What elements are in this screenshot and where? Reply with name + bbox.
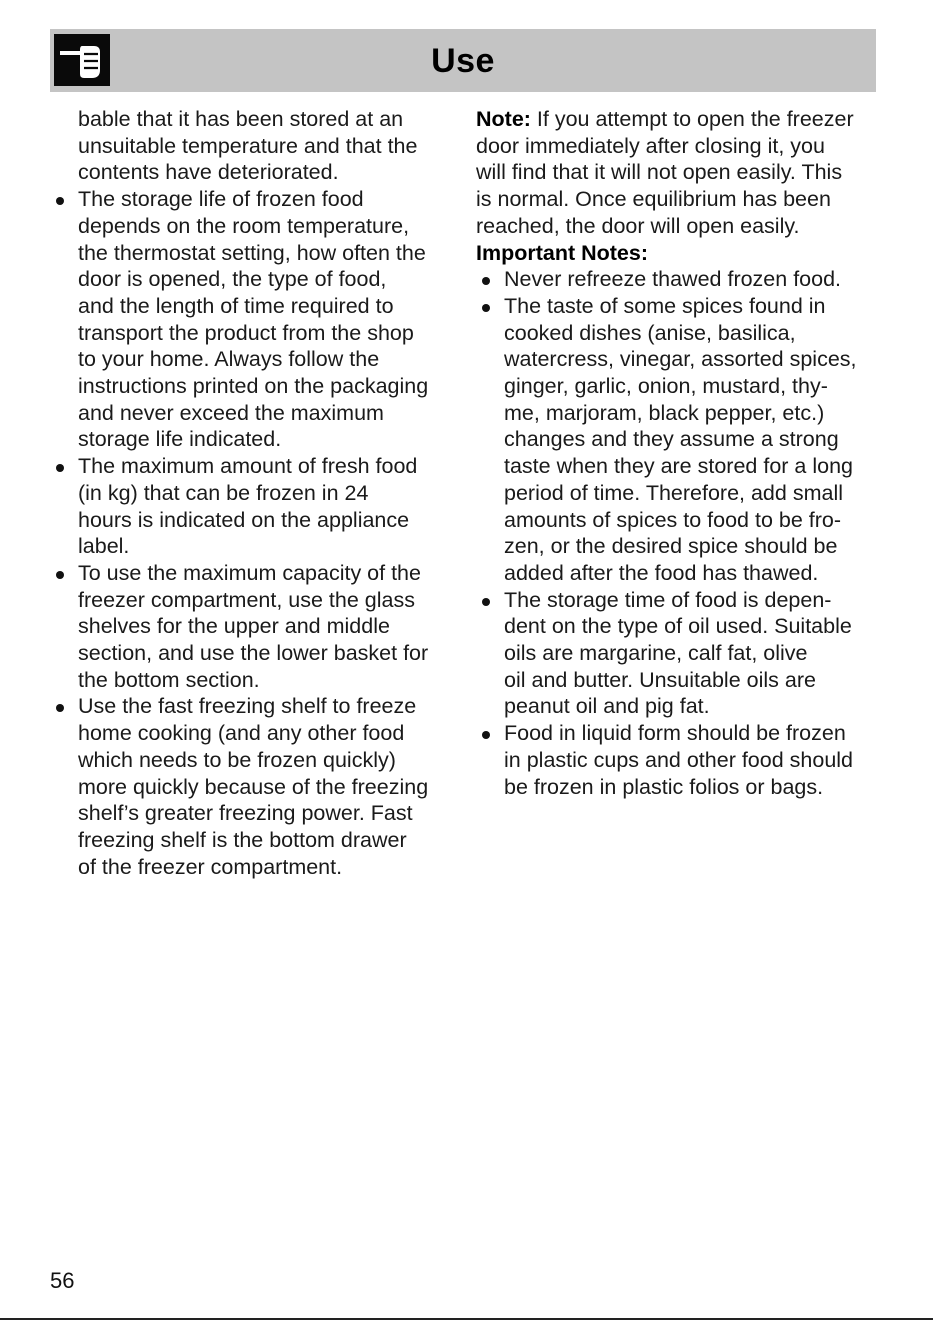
bullet-dot (56, 571, 64, 579)
section-header (50, 29, 876, 92)
bullet-line: The storage time of food is depen- (504, 587, 832, 612)
bullet-item (50, 186, 460, 453)
bullet-dot (56, 464, 64, 472)
bullet-line: period of time. Therefore, add small (504, 480, 843, 505)
bullet-line: the bottom section. (78, 667, 260, 692)
bullet-line: freezing shelf is the bottom drawer (78, 827, 407, 852)
bullet-line: taste when they are stored for a long (504, 454, 853, 479)
bullet-line: ginger, garlic, onion, mustard, thy- (504, 374, 828, 399)
bullet-item (476, 587, 886, 721)
bullet-line: door is opened, the type of food, (78, 267, 387, 292)
bullet-line: amounts of spices to food to be fro- (504, 507, 842, 532)
bullet-line: label. (78, 534, 130, 559)
bullet-item (50, 560, 460, 694)
bullet-line: more quickly because of the freezing (78, 774, 429, 799)
bullet-item (476, 720, 886, 800)
bullet-line: in plastic cups and other food should (504, 747, 854, 772)
bullet-line: (in kg) that can be frozen in 24 (78, 480, 369, 505)
bullet-line: Use the fast freezing shelf to freeze (78, 694, 417, 719)
bullet-line: be frozen in plastic folios or bags. (504, 774, 824, 799)
bullet-line: changes and they assume a strong (504, 427, 839, 452)
bullet-dot (482, 598, 490, 606)
important-notes-heading: Important Notes: (476, 240, 648, 265)
bullet-line: dent on the type of oil used. Suitable (504, 614, 852, 639)
bullet-item (476, 266, 886, 293)
bullet-line: and the length of time required to (78, 293, 394, 318)
bullet-item (50, 693, 460, 880)
bullet-dot (482, 277, 490, 285)
bullet-line: to your home. Always follow the (78, 347, 380, 372)
bullet-line: The taste of some spices found in (504, 293, 826, 318)
bullet-line: Never refreeze thawed frozen food. (504, 267, 842, 292)
bullet-line: peanut oil and pig fat. (504, 694, 710, 719)
bullet-line: Food in liquid form should be frozen (504, 721, 846, 746)
bullet-item (476, 293, 886, 587)
page-title: Use (431, 42, 495, 80)
bullet-line: home cooking (and any other food (78, 721, 405, 746)
bullet-line: and never exceed the maximum (78, 400, 384, 425)
bullet-dot (56, 197, 64, 205)
bullet-dot (56, 704, 64, 712)
note-paragraph (476, 106, 886, 240)
note-line: is normal. Once equilibrium has been (476, 187, 831, 212)
bullet-line: oil and butter. Unsuitable oils are (504, 667, 816, 692)
paragraph-line: contents have deteriorated. (78, 160, 339, 185)
bullet-line: oils are margarine, calf fat, olive (504, 641, 808, 666)
bullet-line: instructions printed on the packaging (78, 374, 429, 399)
bullet-line: cooked dishes (anise, basilica, (504, 320, 796, 345)
bullet-line: the thermostat setting, how often the (78, 240, 426, 265)
bullet-line: hours is indicated on the appliance (78, 507, 410, 532)
bullet-line: To use the maximum capacity of the (78, 560, 421, 585)
bullet-dot (482, 731, 490, 739)
bullet-line: shelf’s greater freezing power. Fast (78, 801, 413, 826)
note-label: Note: (476, 107, 531, 131)
bullet-line: which needs to be frozen quickly) (78, 747, 396, 772)
bullet-dot (482, 304, 490, 312)
bullet-line: section, and use the lower basket for (78, 641, 429, 666)
page-number: 56 (50, 1268, 75, 1293)
bullet-line: shelves for the upper and middle (78, 614, 390, 639)
paragraph-line: unsuitable temperature and that the (78, 133, 418, 158)
right-column (476, 106, 886, 800)
bullet-line: The maximum amount of fresh food (78, 454, 418, 479)
note-line: door immediately after closing it, you (476, 133, 825, 158)
bullet-line: transport the product from the shop (78, 320, 414, 345)
bullet-item (50, 453, 460, 560)
note-line: will find that it will not open easily. This (476, 160, 843, 185)
bottom-divider (0, 1318, 933, 1320)
note-line: reached, the door will open easily. (476, 213, 800, 238)
bullet-line: freezer compartment, use the glass (78, 587, 415, 612)
bullet-line: of the freezer compartment. (78, 854, 343, 879)
bullet-line: depends on the room temperature, (78, 213, 410, 238)
note-line: If you attempt to open the freezer (530, 107, 854, 131)
left-column (50, 106, 460, 880)
bullet-line: storage life indicated. (78, 427, 282, 452)
paragraph-line: bable that it has been stored at an (78, 107, 404, 131)
bullet-line: added after the food has thawed. (504, 560, 819, 585)
bullet-line: me, marjoram, black pepper, etc.) (504, 400, 825, 425)
bullet-line: The storage life of frozen food (78, 187, 364, 212)
bullet-line: zen, or the desired spice should be (504, 534, 838, 559)
bullet-line: watercress, vinegar, assorted spices, (504, 347, 857, 372)
